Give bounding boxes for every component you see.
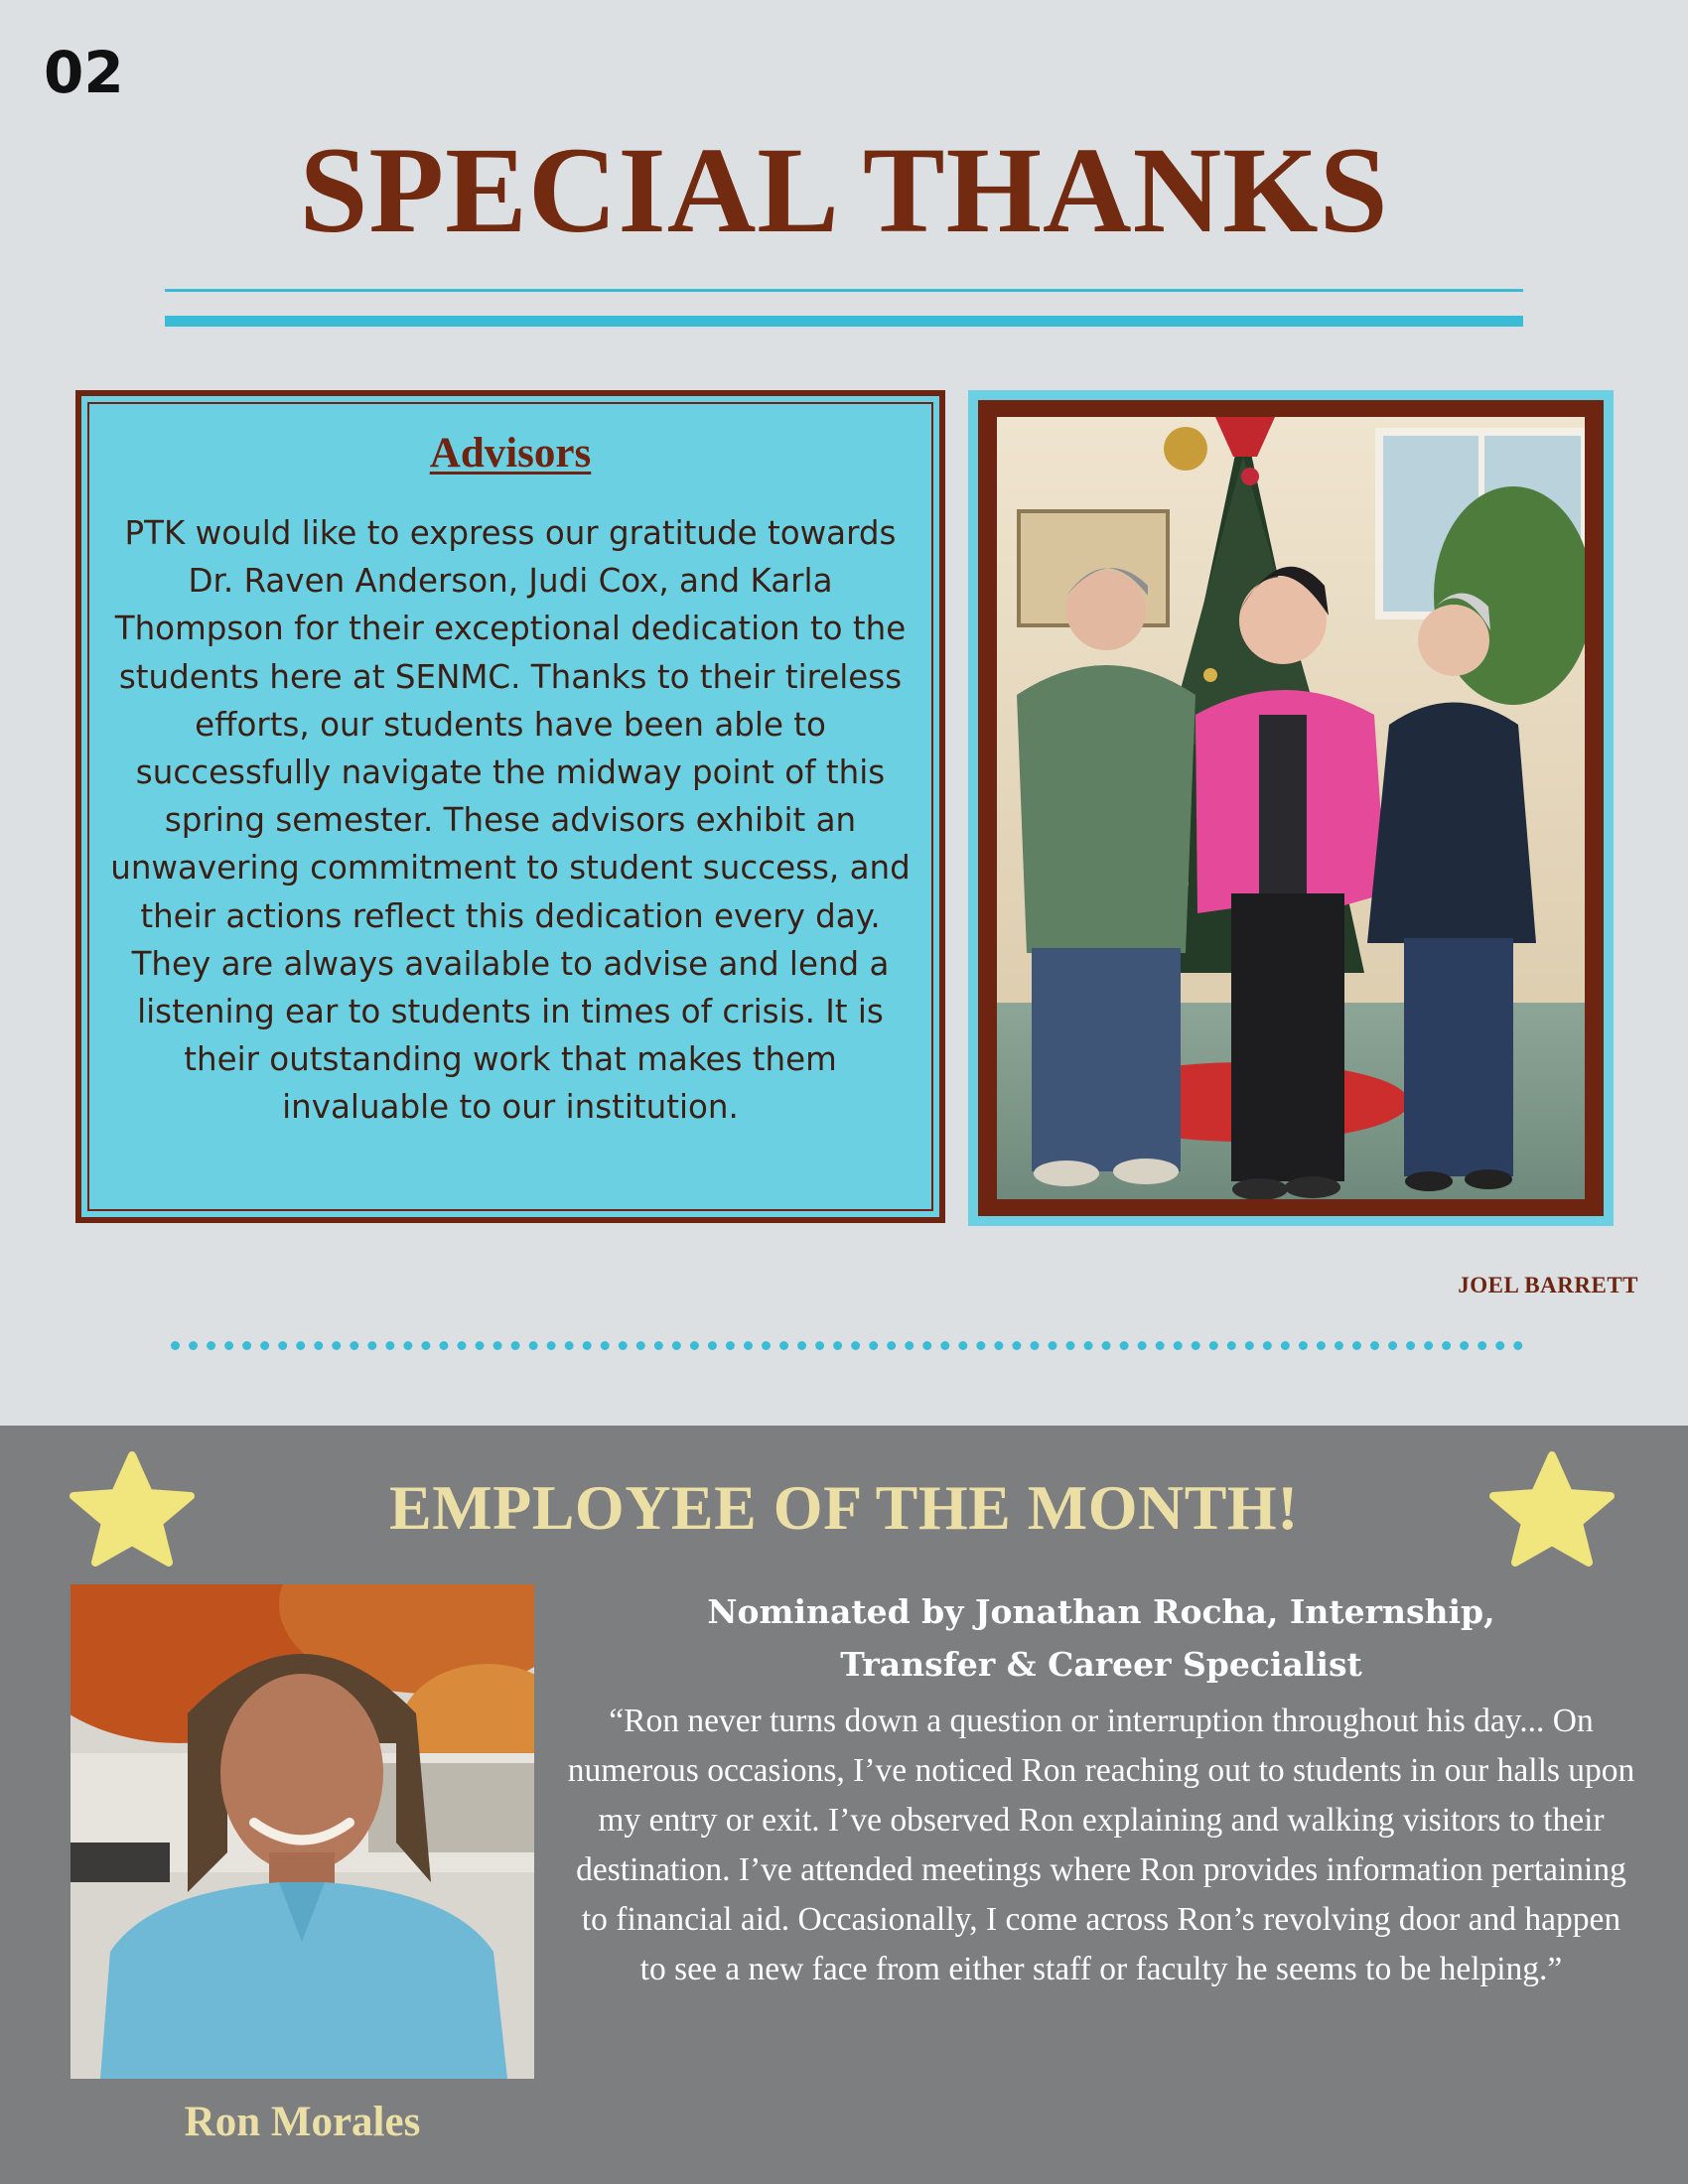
section-divider-dotted (171, 1341, 1523, 1350)
employee-of-month-title: EMPLOYEE OF THE MONTH! (389, 1472, 1299, 1543)
nomination-quote: “Ron never turns down a question or interruption throughout his day... On numerous occasions, I’ve noticed Ron reaching out to students in our halls upon my entry or exit. I’ve observed Ron explaining and walking visitors to their destination. I’ve attended meetings where Ron provides information pertaining to financial aid. Occasionally, I come across Ron’s revolving door and happen to see a new face from either staff or faculty he seems to be helping.” (567, 1703, 1635, 1987)
title-divider-thin (165, 289, 1523, 292)
nomination-line-1: Nominated by Jonathan Rocha, Internship, (707, 1592, 1495, 1631)
advisors-group-photo-image (997, 417, 1585, 1199)
page-number: 02 (44, 39, 124, 106)
employee-portrait (70, 1584, 534, 2079)
employee-name: Ron Morales (184, 2099, 421, 2145)
advisors-body-text: PTK would like to express our gratitude towards Dr. Raven Anderson, Judi Cox, and Karla Thompson for their exceptional dedication to the students here at SENMC. Thanks to their tireless efforts, our students have been able to successfully navigate the midway point of this spring semester. These advisors exhibit an unwavering commitment to student success, and their actions reflect this dedication every day. They are always available to advise and lend a listening ear to students in times of crisis. It is their outstanding work that makes them invaluable to our institution. (110, 514, 911, 1127)
advisors-heading: Advisors (429, 430, 592, 477)
nomination-line-2: Transfer & Career Specialist (840, 1645, 1362, 1684)
photo-credit: JOEL BARRETT (1458, 1273, 1638, 1297)
title-divider-thick (165, 316, 1523, 327)
employee-portrait-image (70, 1584, 534, 2079)
advisors-photo (997, 417, 1585, 1199)
nomination-credit (576, 1585, 1626, 1691)
page-title: SPECIAL THANKS (299, 122, 1389, 258)
